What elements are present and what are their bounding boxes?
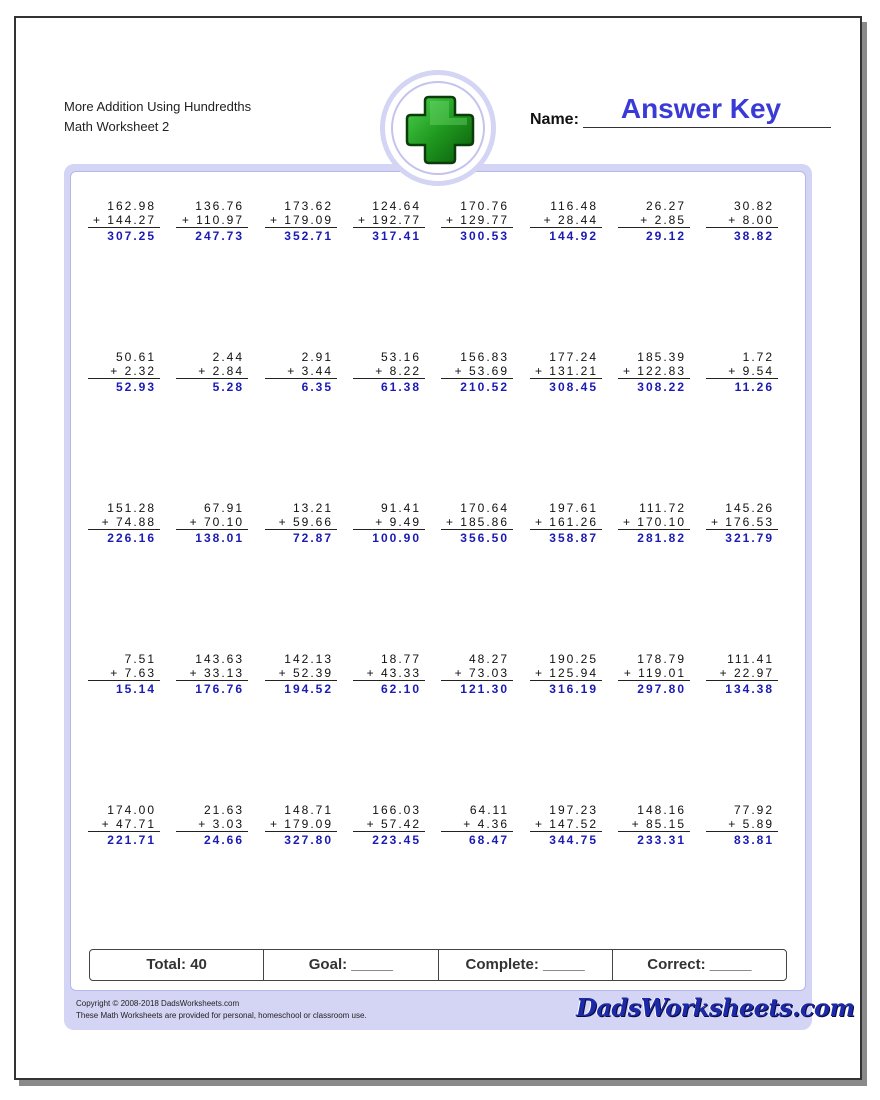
score-bar — [89, 949, 787, 981]
addend-top: 30.82 — [733, 199, 774, 213]
answer-value: 308.45 — [549, 380, 598, 394]
addition-problem — [441, 652, 513, 698]
addition-problem — [441, 501, 513, 547]
addend-bottom: + 147.52 — [530, 817, 602, 832]
addend-bottom: + 5.89 — [706, 817, 778, 832]
addend-bottom: + 161.26 — [530, 515, 602, 530]
worksheet-title: More Addition Using Hundredths — [64, 99, 252, 114]
addend-bottom: + 2.85 — [618, 213, 690, 228]
answer-value: 52.93 — [115, 380, 156, 394]
green-plus-icon — [405, 95, 475, 165]
addend-bottom: + 59.66 — [265, 515, 337, 530]
addend-top: 143.63 — [195, 652, 244, 666]
addition-problem — [441, 350, 513, 396]
answer-value: 221.71 — [107, 833, 156, 847]
answer-value: 29.12 — [645, 229, 686, 243]
addend-top: 177.24 — [549, 350, 598, 364]
addend-bottom: + 2.32 — [88, 364, 160, 379]
answer-value: 281.82 — [637, 531, 686, 545]
addend-bottom: + 119.01 — [618, 666, 690, 681]
addend-bottom: + 47.71 — [88, 817, 160, 832]
addend-top: 174.00 — [107, 803, 156, 817]
answer-value: 321.79 — [725, 531, 774, 545]
addend-top: 148.16 — [637, 803, 686, 817]
addition-problem — [265, 501, 337, 547]
answer-value: 317.41 — [372, 229, 421, 243]
addend-bottom: + 33.13 — [176, 666, 248, 681]
answer-value: 223.45 — [372, 833, 421, 847]
addend-top: 111.72 — [639, 501, 686, 515]
answer-value: 352.71 — [284, 229, 333, 243]
answer-value: 176.76 — [195, 682, 244, 696]
addend-top: 67.91 — [203, 501, 244, 515]
addend-top: 185.39 — [637, 350, 686, 364]
copyright-block — [76, 998, 367, 1022]
addend-top: 148.71 — [284, 803, 333, 817]
addend-top: 26.27 — [645, 199, 686, 213]
addition-problem — [530, 199, 602, 245]
answer-value: 6.35 — [301, 380, 333, 394]
complete-field: Complete: _____ — [439, 950, 613, 980]
answer-value: 5.28 — [212, 380, 244, 394]
addition-problem — [706, 350, 778, 396]
addition-problem — [176, 199, 248, 245]
addition-problem — [265, 652, 337, 698]
addition-problem — [353, 803, 425, 849]
addend-bottom: + 85.15 — [618, 817, 690, 832]
addend-top: 170.64 — [460, 501, 509, 515]
addend-bottom: + 170.10 — [618, 515, 690, 530]
addend-top: 124.64 — [372, 199, 421, 213]
addend-top: 50.61 — [115, 350, 156, 364]
addend-bottom: + 53.69 — [441, 364, 513, 379]
addend-bottom: + 28.44 — [530, 213, 602, 228]
answer-value: 83.81 — [733, 833, 774, 847]
answer-value: 11.26 — [734, 380, 774, 394]
addend-top: 170.76 — [460, 199, 509, 213]
addend-bottom: + 176.53 — [706, 515, 778, 530]
addend-bottom: + 179.09 — [265, 213, 337, 228]
addition-problem — [88, 199, 160, 245]
addend-top: 145.26 — [725, 501, 774, 515]
addend-bottom: + 2.84 — [176, 364, 248, 379]
addend-top: 13.21 — [292, 501, 333, 515]
badge — [380, 70, 496, 186]
addition-problem — [176, 350, 248, 396]
addend-bottom: + 8.00 — [706, 213, 778, 228]
addend-top: 2.91 — [301, 350, 333, 364]
addend-top: 151.28 — [107, 501, 156, 515]
addend-top: 53.16 — [380, 350, 421, 364]
addend-bottom: + 110.97 — [176, 213, 248, 228]
answer-value: 24.66 — [203, 833, 244, 847]
total-count: Total: 40 — [90, 950, 264, 980]
addend-top: 136.76 — [195, 199, 244, 213]
addend-bottom: + 9.54 — [706, 364, 778, 379]
addend-bottom: + 122.83 — [618, 364, 690, 379]
addition-problem — [88, 350, 160, 396]
addend-top: 116.48 — [550, 199, 598, 213]
addition-problem — [353, 501, 425, 547]
addend-bottom: + 179.09 — [265, 817, 337, 832]
addition-problem — [265, 350, 337, 396]
addition-problem — [353, 652, 425, 698]
answer-value: 226.16 — [107, 531, 156, 545]
answer-value: 134.38 — [725, 682, 774, 696]
answer-value: 307.25 — [107, 229, 156, 243]
answer-value: 62.10 — [380, 682, 421, 696]
addend-bottom: + 74.88 — [88, 515, 160, 530]
addition-problem — [353, 199, 425, 245]
usage-notice: These Math Worksheets are provided for personal, homeschool or classroom use. — [76, 1011, 367, 1020]
addition-problem — [88, 501, 160, 547]
addend-top: 7.51 — [124, 652, 156, 666]
addition-problem — [618, 652, 690, 698]
addend-bottom: + 4.36 — [441, 817, 513, 832]
addend-top: 197.23 — [549, 803, 598, 817]
addend-top: 18.77 — [380, 652, 421, 666]
addend-top: 190.25 — [549, 652, 598, 666]
answer-value: 15.14 — [115, 682, 156, 696]
answer-value: 356.50 — [460, 531, 509, 545]
addition-problem — [176, 652, 248, 698]
answer-value: 144.92 — [549, 229, 598, 243]
answer-value: 247.73 — [195, 229, 244, 243]
answer-value: 210.52 — [460, 380, 509, 394]
answer-value: 121.30 — [460, 682, 509, 696]
answer-value: 194.52 — [284, 682, 333, 696]
addition-problem — [530, 652, 602, 698]
addend-top: 1.72 — [742, 350, 774, 364]
addition-problem — [706, 652, 778, 698]
addition-problem — [265, 803, 337, 849]
addend-bottom: + 9.49 — [353, 515, 425, 530]
addend-top: 162.98 — [107, 199, 156, 213]
answer-value: 316.19 — [549, 682, 598, 696]
worksheet-title-block — [64, 97, 251, 137]
addition-problem — [88, 652, 160, 698]
addend-top: 21.63 — [203, 803, 244, 817]
addition-problem — [530, 803, 602, 849]
addend-top: 173.62 — [284, 199, 333, 213]
answer-value: 358.87 — [549, 531, 598, 545]
addition-problem — [530, 350, 602, 396]
answer-value: 233.31 — [637, 833, 686, 847]
addend-top: 48.27 — [468, 652, 509, 666]
addition-problem — [176, 803, 248, 849]
answer-value: 38.82 — [733, 229, 774, 243]
addend-top: 91.41 — [380, 501, 421, 515]
addend-top: 166.03 — [372, 803, 421, 817]
addition-problem — [618, 350, 690, 396]
addition-problem — [706, 803, 778, 849]
addition-problem — [353, 350, 425, 396]
addend-top: 2.44 — [212, 350, 244, 364]
problem-area — [70, 171, 806, 991]
goal-field: Goal: _____ — [264, 950, 438, 980]
addend-top: 142.13 — [284, 652, 333, 666]
name-line — [583, 127, 831, 128]
addend-bottom: + 125.94 — [530, 666, 602, 681]
addition-problem — [706, 199, 778, 245]
addend-top: 77.92 — [733, 803, 774, 817]
answer-value: 138.01 — [195, 531, 244, 545]
addend-bottom: + 129.77 — [441, 213, 513, 228]
addend-bottom: + 185.86 — [441, 515, 513, 530]
site-logo: DadsWorksheets.com — [576, 993, 855, 1022]
addition-problem — [618, 199, 690, 245]
addend-bottom: + 43.33 — [353, 666, 425, 681]
addend-bottom: + 57.42 — [353, 817, 425, 832]
answer-value: 308.22 — [637, 380, 686, 394]
addend-bottom: + 131.21 — [530, 364, 602, 379]
correct-field: Correct: _____ — [647, 956, 752, 973]
answer-value: 100.90 — [372, 531, 421, 545]
addition-problem — [265, 199, 337, 245]
addition-problem — [176, 501, 248, 547]
badge-ring — [391, 81, 485, 175]
addend-top: 111.41 — [727, 652, 774, 666]
addend-bottom: + 52.39 — [265, 666, 337, 681]
addition-problem — [441, 199, 513, 245]
addend-top: 64.11 — [469, 803, 509, 817]
copyright-text: Copyright © 2008-2018 DadsWorksheets.com — [76, 999, 240, 1008]
answer-value: 297.80 — [637, 682, 686, 696]
addition-problem — [530, 501, 602, 547]
addend-bottom: + 3.03 — [176, 817, 248, 832]
addend-bottom: + 73.03 — [441, 666, 513, 681]
addition-problem — [441, 803, 513, 849]
addend-bottom: + 22.97 — [706, 666, 778, 681]
addend-top: 197.61 — [549, 501, 598, 515]
addend-bottom: + 3.44 — [265, 364, 337, 379]
answer-key-heading: Answer Key — [620, 93, 782, 124]
addend-bottom: + 70.10 — [176, 515, 248, 530]
addition-problem — [618, 501, 690, 547]
answer-value: 327.80 — [284, 833, 333, 847]
addition-problem — [88, 803, 160, 849]
addend-bottom: + 7.63 — [88, 666, 160, 681]
addend-bottom: + 192.77 — [353, 213, 425, 228]
worksheet-subtitle: Math Worksheet 2 — [64, 119, 170, 134]
addend-bottom: + 144.27 — [88, 213, 160, 228]
name-label: Name: — [530, 111, 579, 128]
answer-value: 72.87 — [292, 531, 333, 545]
addition-problem — [706, 501, 778, 547]
answer-value: 344.75 — [549, 833, 598, 847]
answer-value: 61.38 — [380, 380, 421, 394]
addition-problem — [618, 803, 690, 849]
addend-top: 178.79 — [637, 652, 686, 666]
addend-top: 156.83 — [460, 350, 509, 364]
addend-bottom: + 8.22 — [353, 364, 425, 379]
problem-frame — [64, 164, 812, 1030]
answer-value: 68.47 — [468, 833, 509, 847]
answer-value: 300.53 — [460, 229, 509, 243]
